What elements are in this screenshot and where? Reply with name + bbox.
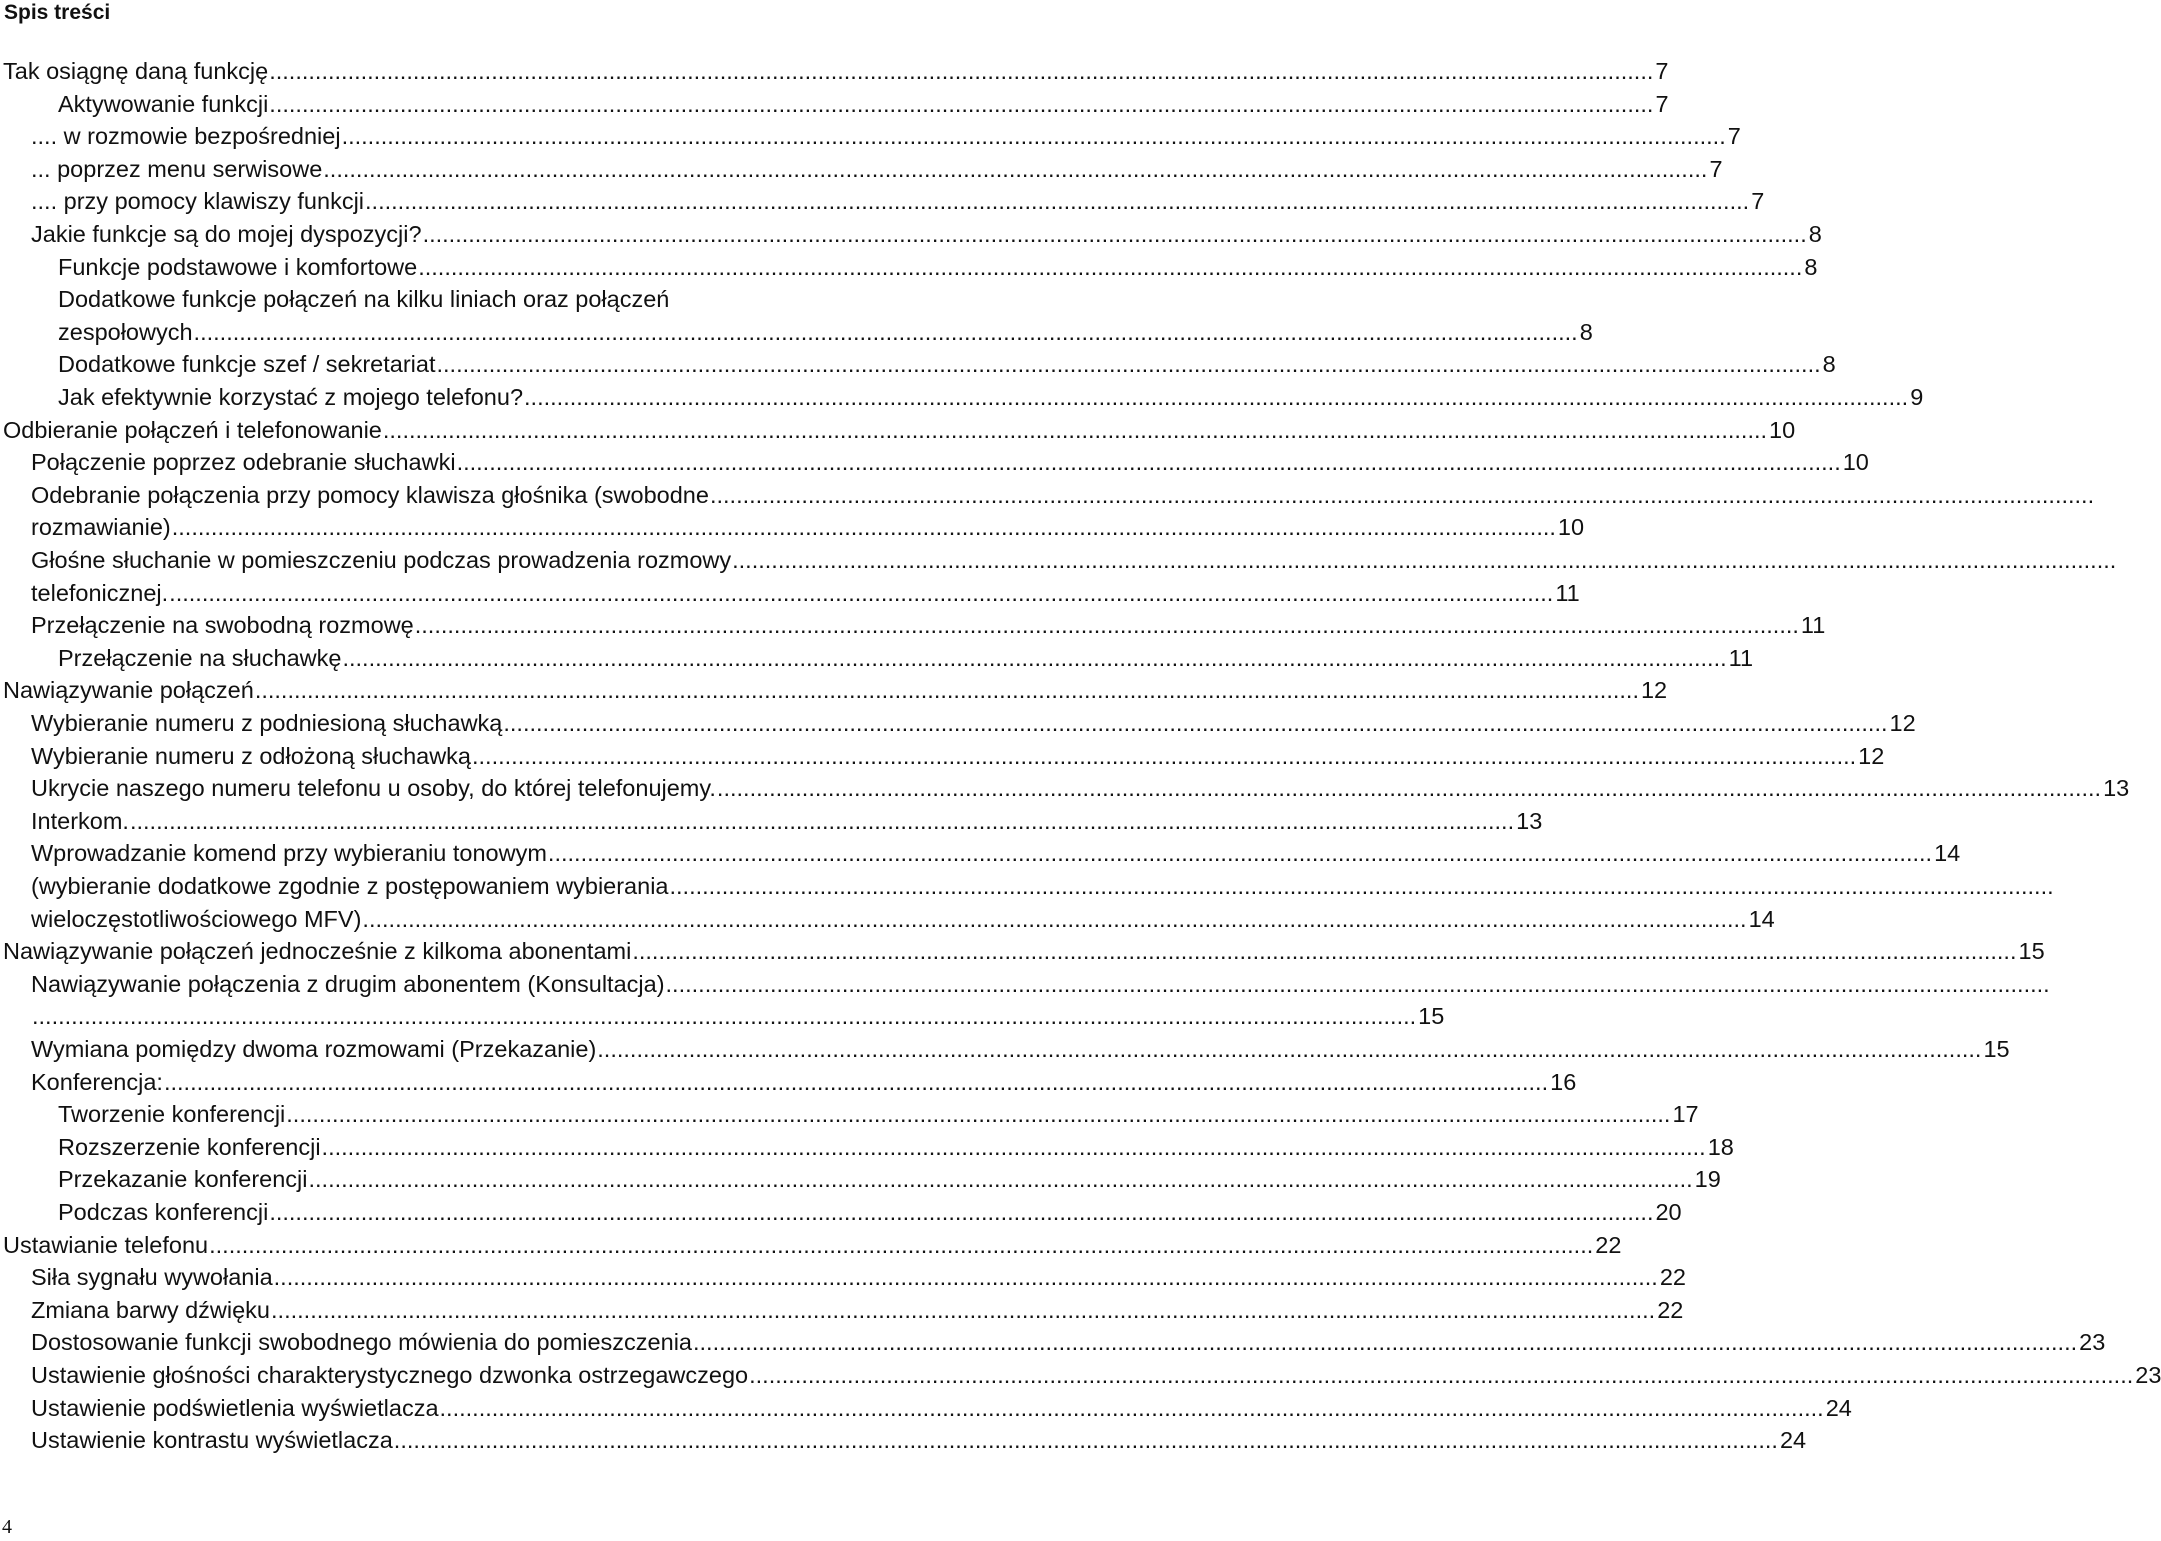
toc-dot-leader: ....................................................................................................................................................................................................................: [632, 938, 2017, 965]
toc-entry-page: 17: [1672, 1101, 1699, 1128]
toc-entry-page: 15: [1983, 1036, 2010, 1062]
toc-entry-page: 8: [1579, 318, 1593, 345]
toc-entry-title: Nawiązywanie połączenia z drugim abonentem (Konsultacja): [31, 970, 665, 997]
toc-entry: [0, 1326, 2106, 1359]
toc-dot-leader: ....................................................................................................................................................................................................................: [321, 1133, 1706, 1160]
toc-dot-leader: ....................................................................................................................................................................................................................: [273, 1264, 1658, 1291]
toc-entry: [0, 55, 1669, 88]
toc-entry-title: Przełączenie na swobodną rozmowę: [31, 612, 414, 639]
toc-entry-title: ... poprzez menu serwisowe: [31, 155, 323, 182]
toc-entry-page: 15: [2018, 938, 2045, 965]
toc-entry-page: 11: [1728, 644, 1754, 671]
toc-entry-page: 7: [1727, 123, 1741, 150]
toc-entry-title: Dodatkowe funkcje połączeń na kilku liniach oraz połączeń: [58, 286, 670, 313]
toc-dot-leader: ....................................................................................................................................................................................................................: [193, 318, 1578, 345]
toc-entry: [0, 1000, 1445, 1033]
toc-entry-title: telefonicznej.: [31, 579, 169, 606]
toc-entry-title: Przekazanie konferencji: [58, 1166, 308, 1193]
toc-entry-title: Wybieranie numeru z odłożoną słuchawką: [31, 742, 471, 769]
toc-entry-title: zespołowych: [58, 318, 193, 345]
toc-entry: [0, 1098, 1699, 1131]
toc-entry-page: 8: [1804, 253, 1818, 280]
toc-entry: [0, 153, 1723, 186]
toc-entry-page: 8: [1808, 221, 1822, 247]
toc-entry: [0, 479, 2095, 512]
toc-entry-title: Odebranie połączenia przy pomocy klawisza głośnika (swobodne: [31, 481, 709, 508]
toc-entry: [0, 1294, 1684, 1327]
toc-dot-leader: ....................................................................................................................................................................................................................: [597, 1036, 1982, 1062]
toc-entry: [0, 609, 1826, 642]
toc-entry: [0, 446, 1869, 479]
toc-dot-leader: ....................................................................................................................................................................................................................: [665, 970, 2050, 997]
toc-dot-leader: ....................................................................................................................................................................................................................: [418, 253, 1803, 280]
toc-entry: [0, 1424, 1807, 1457]
toc-entry-title: Konferencja:: [31, 1068, 163, 1095]
toc-entry-page: 10: [1842, 449, 1869, 476]
toc-dot-leader: ....................................................................................................................................................................................................................: [341, 123, 1726, 150]
toc-entry: [0, 1196, 1682, 1229]
toc-dot-leader: ....................................................................................................................................................................................................................: [422, 221, 1807, 247]
toc-entry: [0, 218, 1822, 251]
toc-dot-leader: ....................................................................................................................................................................................................................: [669, 873, 2054, 899]
toc-dot-leader: ....................................................................................................................................................................................................................: [524, 384, 1909, 410]
toc-entry: [0, 544, 2117, 577]
toc-entry-page: 11: [1555, 579, 1580, 606]
toc-entry-title: Nawiązywanie połączeń: [3, 677, 254, 704]
toc-entry-page: 13: [2103, 775, 2130, 802]
toc-entry-title: Dodatkowe funkcje szef / sekretariat: [58, 351, 436, 378]
toc-entry: [0, 120, 1741, 153]
toc-dot-leader: ....................................................................................................................................................................................................................: [439, 1394, 1824, 1421]
toc-entry-title: .... w rozmowie bezpośredniej: [31, 123, 341, 150]
toc-entry-page: 24: [1779, 1427, 1807, 1454]
toc-entry-page: 18: [1707, 1133, 1734, 1160]
toc-dot-leader: ....................................................................................................................................................................................................................: [269, 90, 1654, 117]
toc-entry-title: Ukrycie naszego numeru telefonu u osoby, do której telefonujemy.: [31, 775, 716, 802]
toc-entry-page: 7: [1709, 155, 1723, 182]
toc-entry: [0, 316, 1593, 349]
toc-entry-page: 10: [1769, 416, 1796, 443]
toc-entry-title: Dostosowanie funkcji swobodnego mówienia do pomieszczenia: [31, 1329, 692, 1356]
toc-entry-title: rozmawianie): [31, 514, 171, 541]
toc-entry: [0, 88, 1669, 121]
toc-entry: [0, 348, 1836, 381]
toc-entry: [0, 968, 2050, 1001]
toc-entry-page: 7: [1655, 58, 1669, 84]
toc-entry-title: (wybieranie dodatkowe zgodnie z postępowaniem wybierania: [31, 873, 669, 899]
toc-entry-page: 16: [1550, 1068, 1577, 1095]
toc-entry: [0, 740, 1885, 773]
toc-entry: [0, 283, 800, 316]
toc-entry: [0, 1359, 2161, 1392]
toc-heading: Spis treści: [4, 1, 111, 24]
toc-dot-leader: ....................................................................................................................................................................................................................: [393, 1427, 1778, 1454]
page-number: 4: [2, 1516, 12, 1538]
toc-dot-leader: ....................................................................................................................................................................................................................: [716, 775, 2102, 802]
toc-dot-leader: ....................................................................................................................................................................................................................: [503, 710, 1888, 736]
toc-entry: [0, 381, 1924, 414]
toc-entry-page: 12: [1640, 677, 1668, 704]
toc-entry-title: Wprowadzanie komend przy wybieraniu tonowym: [31, 840, 547, 867]
toc-entry: [0, 903, 1775, 936]
toc-entry-page: 11: [1800, 612, 1826, 639]
toc-entry-page: 22: [1657, 1296, 1684, 1323]
toc-entry-title: Interkom.: [31, 807, 129, 834]
toc-entry-page: 24: [1825, 1394, 1852, 1421]
toc-entry-title: Nawiązywanie połączeń jednocześnie z kilkoma abonentami: [3, 938, 632, 965]
toc-entry-page: 7: [1751, 188, 1765, 215]
toc-dot-leader: ....................................................................................................................................................................................................................: [382, 416, 1768, 443]
toc-dot-leader: ....................................................................................................................................................................................................................: [547, 840, 1933, 867]
toc-entry-title: Wybieranie numeru z podniesioną słuchawką: [31, 710, 503, 736]
toc-dot-leader: ....................................................................................................................................................................................................................: [169, 579, 1554, 606]
toc-dot-leader: ....................................................................................................................................................................................................................: [362, 905, 1747, 932]
toc-entry-page: 13: [1516, 807, 1543, 834]
toc-dot-leader: ....................................................................................................................................................................................................................: [472, 742, 1857, 769]
toc-dot-leader: ....................................................................................................................................................................................................................: [286, 1101, 1671, 1128]
toc-dot-leader: ....................................................................................................................................................................................................................: [414, 612, 1799, 639]
toc-entry: [0, 837, 1961, 870]
toc-entry-page: 14: [1748, 905, 1775, 932]
toc-entry-title: Połączenie poprzez odebranie słuchawki: [31, 449, 456, 476]
toc-dot-leader: ....................................................................................................................................................................................................................: [163, 1068, 1549, 1095]
toc-entry-title: Ustawienie kontrastu wyświetlacza: [31, 1427, 393, 1454]
toc-entry: [0, 1163, 1721, 1196]
toc-entry: [0, 1261, 1686, 1294]
toc-dot-leader: ....................................................................................................................................................................................................................: [308, 1166, 1693, 1193]
toc-entry-title: Rozszerzenie konferencji: [58, 1133, 321, 1160]
toc-dot-leader: ....................................................................................................................................................................................................................: [129, 807, 1515, 834]
toc-dot-leader: ....................................................................................................................................................................................................................: [365, 188, 1750, 215]
toc-entry: [0, 577, 1580, 610]
toc-dot-leader: ....................................................................................................................................................................................................................: [709, 481, 2095, 508]
toc-entry-page: 20: [1655, 1199, 1682, 1225]
toc-dot-leader: ....................................................................................................................................................................................................................: [436, 351, 1821, 378]
toc-dot-leader: ....................................................................................................................................................................................................................: [342, 644, 1727, 671]
toc-dot-leader: ....................................................................................................................................................................................................................: [749, 1362, 2134, 1388]
toc-entry: [0, 674, 1668, 707]
toc-entry-page: 9: [1910, 384, 1924, 410]
toc-entry-page: 12: [1889, 710, 1916, 736]
toc-entry-page: 22: [1659, 1264, 1686, 1291]
toc-entry-title: Jak efektywnie korzystać z mojego telefonu?: [58, 384, 524, 410]
toc-entry-title: Wymiana pomiędzy dwoma rozmowami (Przekazanie): [31, 1036, 597, 1062]
toc-entry-title: Głośne słuchanie w pomieszczeniu podczas prowadzenia rozmowy: [31, 547, 732, 573]
toc-dot-leader: ....................................................................................................................................................................................................................: [171, 514, 1556, 541]
toc-dot-leader: ....................................................................................................................................................................................................................: [32, 1003, 1417, 1030]
toc-entry-title: Zmiana barwy dźwięku: [31, 1296, 271, 1323]
toc-entry-title: Ustawienie podświetlenia wyświetlacza: [31, 1394, 439, 1421]
toc-entry-page: 8: [1822, 351, 1836, 378]
toc-entry-title: Ustawienie głośności charakterystycznego dzwonka ostrzegawczego: [31, 1362, 749, 1388]
toc-dot-leader: ....................................................................................................................................................................................................................: [732, 547, 2117, 573]
toc-entry-title: Podczas konferencji: [58, 1199, 269, 1225]
toc-entry: [0, 642, 1754, 675]
toc-entry-title: Tworzenie konferencji: [58, 1101, 286, 1128]
toc-entry: [0, 805, 1543, 838]
toc-entry-page: 23: [2079, 1329, 2106, 1356]
toc-entry-page: 14: [1934, 840, 1961, 867]
toc-dot-leader: ....................................................................................................................................................................................................................: [269, 1199, 1654, 1225]
toc-dot-leader: ....................................................................................................................................................................................................................: [269, 58, 1654, 84]
toc-dot-leader: ....................................................................................................................................................................................................................: [254, 677, 1639, 704]
toc-entry-page: 19: [1694, 1166, 1721, 1193]
toc-entry: [0, 511, 1585, 544]
toc-entry-title: Jakie funkcje są do mojej dyspozycji?: [31, 221, 422, 247]
toc-entry-title: Przełączenie na słuchawkę: [58, 644, 342, 671]
toc-dot-leader: ....................................................................................................................................................................................................................: [271, 1296, 1656, 1323]
toc-entry: [0, 251, 1818, 284]
toc-dot-leader: ....................................................................................................................................................................................................................: [209, 1231, 1594, 1258]
toc-entry-title: Odbieranie połączeń i telefonowanie: [3, 416, 382, 443]
toc-entry-page: 23: [2135, 1362, 2161, 1388]
toc-entry: [0, 1229, 1622, 1262]
toc-entry-page: 10: [1557, 514, 1585, 541]
toc-entry-title: Aktywowanie funkcji: [58, 90, 269, 117]
toc-entry-title: Siła sygnału wywołania: [31, 1264, 273, 1291]
toc-entry-page: 12: [1858, 742, 1885, 769]
toc-entry: [0, 414, 1796, 447]
toc-entry-page: 15: [1418, 1003, 1445, 1030]
toc-entry-title: wieloczęstotliwościowego MFV): [31, 905, 362, 932]
toc-entry-title: Ustawianie telefonu: [3, 1231, 209, 1258]
toc-entry: [0, 707, 1916, 740]
toc-entry: [0, 935, 2045, 968]
toc-entry-page: 7: [1655, 90, 1669, 117]
toc-entry: [0, 1033, 2010, 1066]
toc-entry-page: 22: [1595, 1231, 1622, 1258]
toc-entry: [0, 1392, 1852, 1425]
toc-entry: [0, 870, 2054, 903]
toc-entry-title: Funkcje podstawowe i komfortowe: [58, 253, 418, 280]
toc-dot-leader: ....................................................................................................................................................................................................................: [323, 155, 1708, 182]
toc-dot-leader: ....................................................................................................................................................................................................................: [456, 449, 1841, 476]
toc-entry-title: .... przy pomocy klawiszy funkcji: [31, 188, 365, 215]
toc-entry: [0, 1131, 1734, 1164]
toc-entry: [0, 185, 1765, 218]
toc-entry-title: Tak osiągnę daną funkcję: [3, 58, 269, 84]
toc-entry: [0, 1066, 1577, 1099]
toc-entry: [0, 772, 2130, 805]
toc-dot-leader: ....................................................................................................................................................................................................................: [692, 1329, 2078, 1356]
